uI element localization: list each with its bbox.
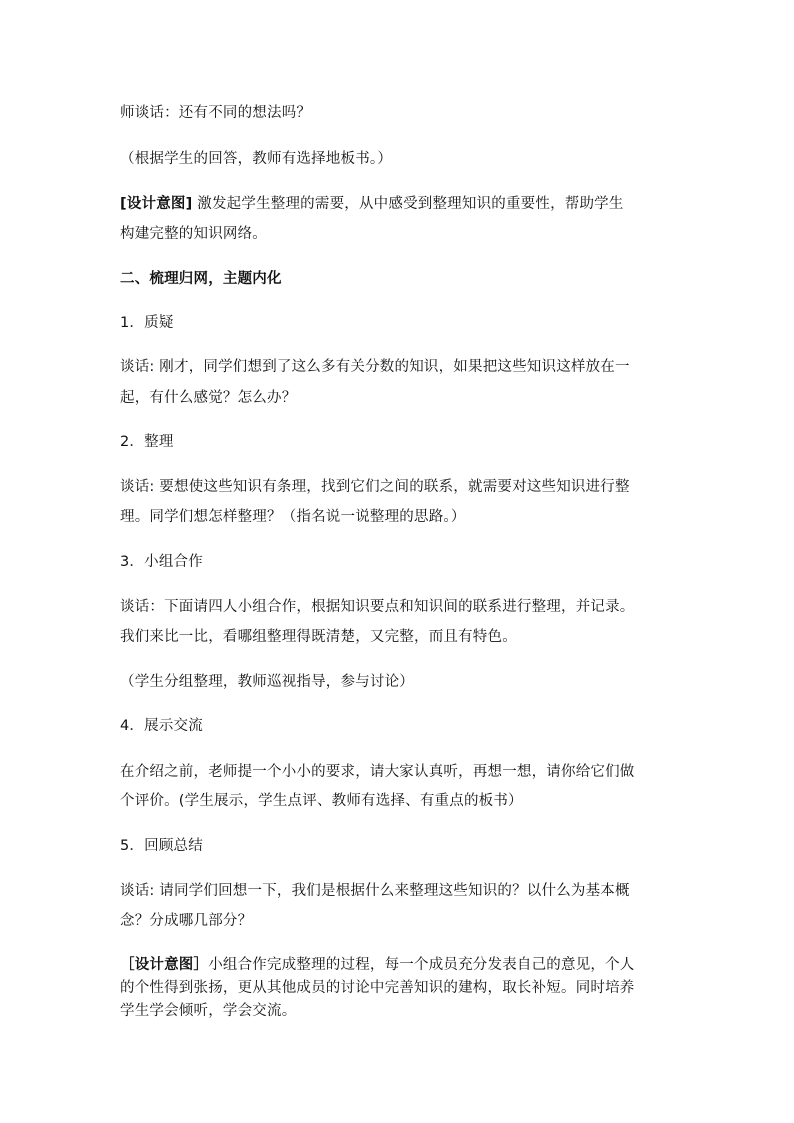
paragraph-design-intent-2-line3: 学生学会倾听，学会交流。 <box>120 1003 297 1019</box>
item-heading-5: 5．回顾总结 <box>120 838 203 854</box>
design-intent-label-2: ［设计意图］ <box>120 957 209 973</box>
paragraph-design-intent-2-line2: 的个性得到张扬，更从其他成员的讨论中完善知识的建构，取长补短。同时培养 <box>120 980 635 996</box>
paragraph-design-intent-1-line1 <box>120 195 680 213</box>
paragraph-board-note: （根据学生的回答，教师有选择地板书。） <box>120 151 393 167</box>
paragraph-review-line2: 念？分成哪几部分？ <box>120 913 253 929</box>
paragraph-teacher-question: 师谈话：还有不同的想法吗？ <box>120 105 312 121</box>
paragraph-talk-2-line2: 理。同学们想怎样整理？（指名说一说整理的思路。） <box>120 509 466 525</box>
paragraph-group-work-note: （学生分组整理，教师巡视指导，参与讨论） <box>120 674 414 690</box>
paragraph-talk-2-line1: 谈话: 要想使这些知识有条理，找到它们之间的联系，就需要对这些知识进行整 <box>120 479 630 495</box>
paragraph-talk-1-line1: 谈话: 刚才，同学们想到了这么多有关分数的知识，如果把这些知识这样放在一 <box>120 359 630 375</box>
section-heading-2: 二、梳理归网，主题内化 <box>120 271 282 287</box>
item-heading-1: 1．质疑 <box>120 315 174 331</box>
paragraph-design-intent-2-line1 <box>120 955 680 975</box>
design-intent-label: [设计意图] <box>120 196 193 212</box>
paragraph-design-intent-1-line2: 构建完整的知识网络。 <box>120 226 267 242</box>
paragraph-talk-3-line1: 谈话：下面请四人小组合作，根据知识要点和知识间的联系进行整理，并记录。 <box>120 599 635 615</box>
item-heading-4: 4．展示交流 <box>120 718 203 734</box>
paragraph-talk-1-line2: 起，有什么感觉？怎么办？ <box>120 390 297 406</box>
paragraph-talk-3-line2: 我们来比一比，看哪组整理得既清楚，又完整，而且有特色。 <box>120 629 517 645</box>
design-intent-text-2: 小组合作完成整理的过程，每一个成员充分发表自己的意见，个人 <box>208 957 635 973</box>
paragraph-exchange-line1: 在介绍之前，老师提一个小小的要求，请大家认真听，再想一想，请你给它们做 <box>120 764 635 780</box>
item-heading-2: 2．整理 <box>120 434 174 450</box>
paragraph-exchange-line2: 个评价。(学生展示，学生点评、教师有选择、有重点的板书） <box>120 793 523 809</box>
paragraph-review-line1: 谈话: 请同学们回想一下，我们是根据什么来整理这些知识的？以什么为基本概 <box>120 883 630 899</box>
item-heading-3: 3．小组合作 <box>120 554 203 570</box>
design-intent-text: 激发起学生整理的需要，从中感受到整理知识的重要性，帮助学生 <box>192 196 624 212</box>
